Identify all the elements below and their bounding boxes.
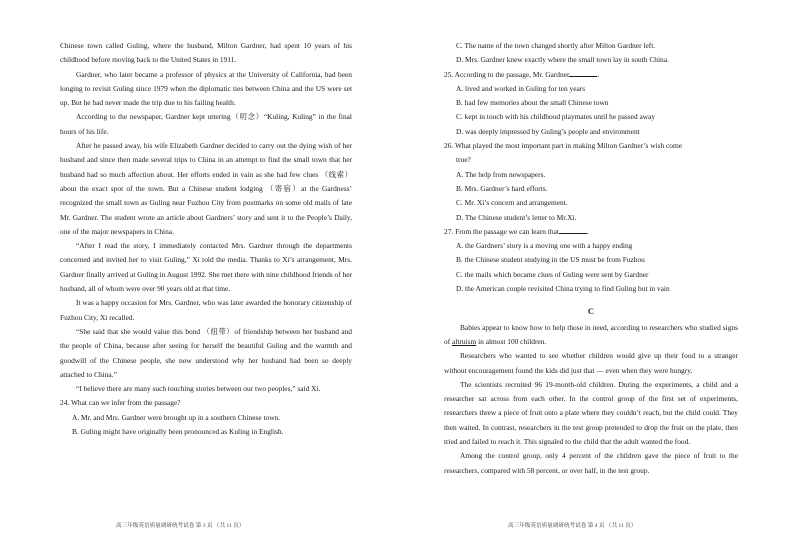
- question-26-option-a: A. The help from newspapers.: [456, 169, 546, 179]
- page-footer-right: 高三年级英语质量调研统考试卷 第 4 页 （共 11 页）: [508, 523, 637, 529]
- question-25-option-d: D. was deeply impressed by Guling’s people and environment: [456, 126, 640, 136]
- question-25-period: .: [597, 69, 600, 79]
- passage-paragraph-3: According to the newspaper, Gardner kept uttering（叨念）“Kuling, Kuling” in the final hours of his life.: [60, 112, 352, 136]
- passage-paragraph-5: “After I read the story, I immediately contacted Mrs. Gardner through the departments concerned and invited her to visit Guling,” Xi told the media. Thanks to Xi’s arrangement, Mrs. Gardner finally arrived at Guling in August 1992. She met there with nine childhood friends of her husband, all of whom were over 90 years old at that time.: [60, 241, 352, 294]
- right-page-column: [444, 39, 738, 478]
- question-25-option-c: C. kept in touch with his childhood playmates until he passed away: [456, 112, 656, 122]
- question-24-option-c: C. The name of the town changed shortly after Milton Gardner left.: [456, 41, 656, 50]
- question-27-option-c: C. the mails which became clues of Guling were sent by Gardner: [456, 269, 649, 279]
- question-27-text: 27. From the passage we can learn that: [444, 226, 559, 236]
- question-27-option-d: D. the American couple revisited China trying to find Guling but in vain: [456, 284, 670, 294]
- underlined-word-altruism: altruism: [452, 336, 477, 346]
- question-24-stem: 24. What can we infer from the passage?: [60, 398, 181, 408]
- question-26-option-b: B. Mrs. Gardner’s hard efforts.: [456, 183, 548, 193]
- passage-c-paragraph-3: The scientists recruited 96 19-month-old children. During the experiments, a child and a researcher sat across from each other. In the control group of the first set of experiments, researchers threw a piece of fruit onto a plate where they couldn’t reach, but the child could. They then waited. In contrast, researchers in the test group pretended to drop the fruit on the plate, then tried and failed to reach it. This signaled to the child that the adult wanted the food.: [444, 379, 738, 447]
- question-25-text: 25. According to the passage, Mr. Gardner: [444, 69, 570, 79]
- answer-blank: [559, 225, 587, 234]
- question-26-stem-continued: true?: [456, 155, 471, 165]
- page-footer-left: 高三年级英语质量调研统考试卷 第 3 页 （共 11 页）: [116, 523, 245, 529]
- question-24-option-a: A. Mr. and Mrs. Gardner were brought up in a southern Chinese town.: [72, 412, 281, 422]
- question-27-option-b: B. the Chinese student studying in the US must be from Fuzhou: [456, 255, 645, 265]
- passage-c-paragraph-4: Among the control group, only 4 percent of the children gave the piece of fruit to the researchers, compared with 58 percent, or over half, in the test group.: [444, 451, 738, 475]
- passage-c-paragraph-1: [444, 321, 738, 350]
- passage-c-paragraph-2: Researchers who wanted to see whether children would give up their food to a stranger without encouragement found the kids did just that — even when they were hungry.: [444, 351, 738, 375]
- passage-paragraph-2: Gardner, who later became a professor of physics at the University of California, had been longing to revisit Guling since 1979 when the diplomatic ties between China and the US were set up. But he had never made the trip due to his failing health.: [60, 69, 352, 108]
- question-25-option-a: A. lived and worked in Guling for ten years: [456, 83, 586, 93]
- question-24-option-d: D. Mrs. Gardner knew exactly where the small town lay in south China.: [456, 55, 669, 65]
- passage-paragraph-8: “I believe there are many such touching stories between our two peoples,” said Xi.: [76, 384, 321, 394]
- passage-paragraph-1: Chinese town called Guling, where the husband, Milton Gardner, had spent 10 years of his childhood before moving back to the United States in 1911.: [60, 41, 352, 65]
- question-26-option-c: C. Mr. Xi’s concern and arrangement.: [456, 198, 568, 208]
- passage-paragraph-6: It was a happy occasion for Mrs. Gardner, who was later awarded the honorary citizenship of Fuzhou City, Xi recalled.: [60, 298, 352, 322]
- question-24-option-b: B. Guling might have originally been pronounced as Kuling in English.: [72, 427, 284, 437]
- answer-blank: [569, 68, 600, 79]
- passage-paragraph-7: “She said that she would value this bond （纽带）of friendship between her husband and the people of China, because after seeing for herself the beautiful Guling and the warmth and goodwill of the Chinese people, she now understood why her husband had been so deeply attached to China.”: [60, 326, 352, 379]
- question-26-option-d: D. The Chinese student’s letter to Mr.Xi.: [456, 212, 577, 222]
- question-26-stem: 26. What played the most important part in making Milton Gardner’s wish come: [444, 141, 683, 151]
- left-page-column: [60, 39, 352, 439]
- question-25-option-b: B. had few memories about the small Chinese town: [456, 98, 609, 108]
- question-27-period: .: [586, 226, 589, 236]
- question-25-stem: [444, 68, 738, 82]
- passage-c-p1-text-start: Babies appear to know how to help those in need, according to researchers who studied signs of: [444, 322, 738, 346]
- section-c-heading: C: [587, 306, 595, 317]
- passage-paragraph-4: After he passed away, his wife Elizabeth Gardner decided to carry out the dying wish of her husband and since then made several trips to China in an attempt to find the small town that her husband had so much affection about. Her efforts ended in vain as she had few clues （线索）about the exact spot of the town. But a Chinese student lodging （寄宿）at the Gardness’ recognized the small town as Guling near Fuzhou City from postmarks on some old mails of late Mr. Gardner. The student wrote an article about Gardners’ story and sent it to the People’s Daily, one of the major newspapers in China.: [60, 141, 352, 236]
- passage-c-p1-text-end: in almost 100 children.: [476, 336, 547, 346]
- question-27-stem: [444, 225, 738, 239]
- question-27-option-a: A. the Gardners’ story is a moving one with a happy ending: [456, 241, 633, 251]
